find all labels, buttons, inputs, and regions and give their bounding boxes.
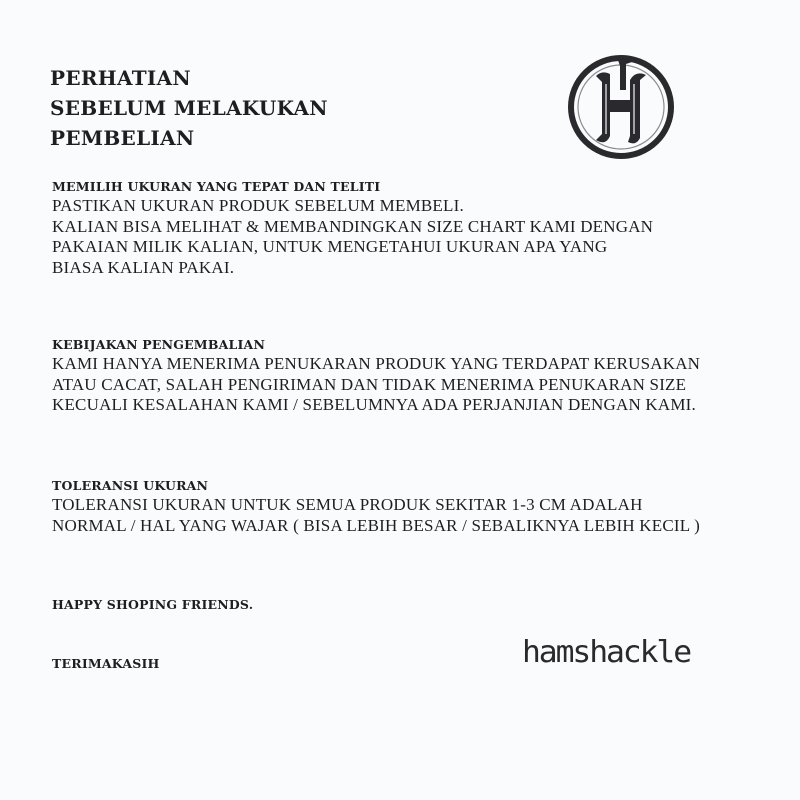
section-text-line: TOLERANSI UKURAN UNTUK SEMUA PRODUK SEKITAR 1-3 CM ADALAH [52, 495, 643, 514]
section-text-line: NORMAL / HAL YANG WAJAR ( BISA LEBIH BESAR / SEBALIKNYA LEBIH KECIL ) [52, 515, 700, 535]
section-title: TOLERANSI UKURAN [52, 478, 209, 493]
section-text-line: ATAU CACAT, SALAH PENGIRIMAN DAN TIDAK MENERIMA PENUKARAN SIZE [52, 374, 687, 394]
heading-line-2: SEBELUM MELAKUKAN [50, 96, 328, 120]
heading-line-3: PEMBELIAN [50, 126, 195, 150]
section-text-line: KAMI HANYA MENERIMA PENUKARAN PRODUK YANG TERDAPAT KERUSAKAN [52, 354, 701, 373]
section-return-policy [52, 336, 700, 416]
page-heading [50, 63, 328, 153]
brand-wordmark-logo [520, 632, 692, 672]
section-text-line: BIASA KALIAN PAKAI. [52, 257, 235, 277]
section-title: KEBIJAKAN PENGEMBALIAN [52, 337, 266, 352]
section-text-line: KALIAN BISA MELIHAT & MEMBANDINGKAN SIZE CHART KAMI DENGAN [52, 216, 654, 236]
section-size-tolerance [52, 477, 700, 536]
section-title: MEMILIH UKURAN YANG TEPAT DAN TELITI [52, 179, 381, 194]
heading-line-1: PERHATIAN [50, 66, 191, 90]
section-size-selection [52, 178, 653, 278]
happy-shopping-text: HAPPY SHOPING FRIENDS. [52, 597, 254, 612]
section-text-line: PAKAIAN MILIK KALIAN, UNTUK MENGETAHUI UKURAN APA YANG [52, 237, 608, 256]
thanks-text: TERIMAKASIH [52, 656, 160, 671]
section-text-line: PASTIKAN UKURAN PRODUK SEBELUM MEMBELI. [52, 196, 464, 215]
section-text-line: KECUALI KESALAHAN KAMI / SEBELUMNYA ADA PERJANJIAN DENGAN KAMI. [52, 395, 696, 414]
brand-logo-icon [566, 50, 676, 162]
wordmark-text: hamshackle [522, 635, 691, 670]
